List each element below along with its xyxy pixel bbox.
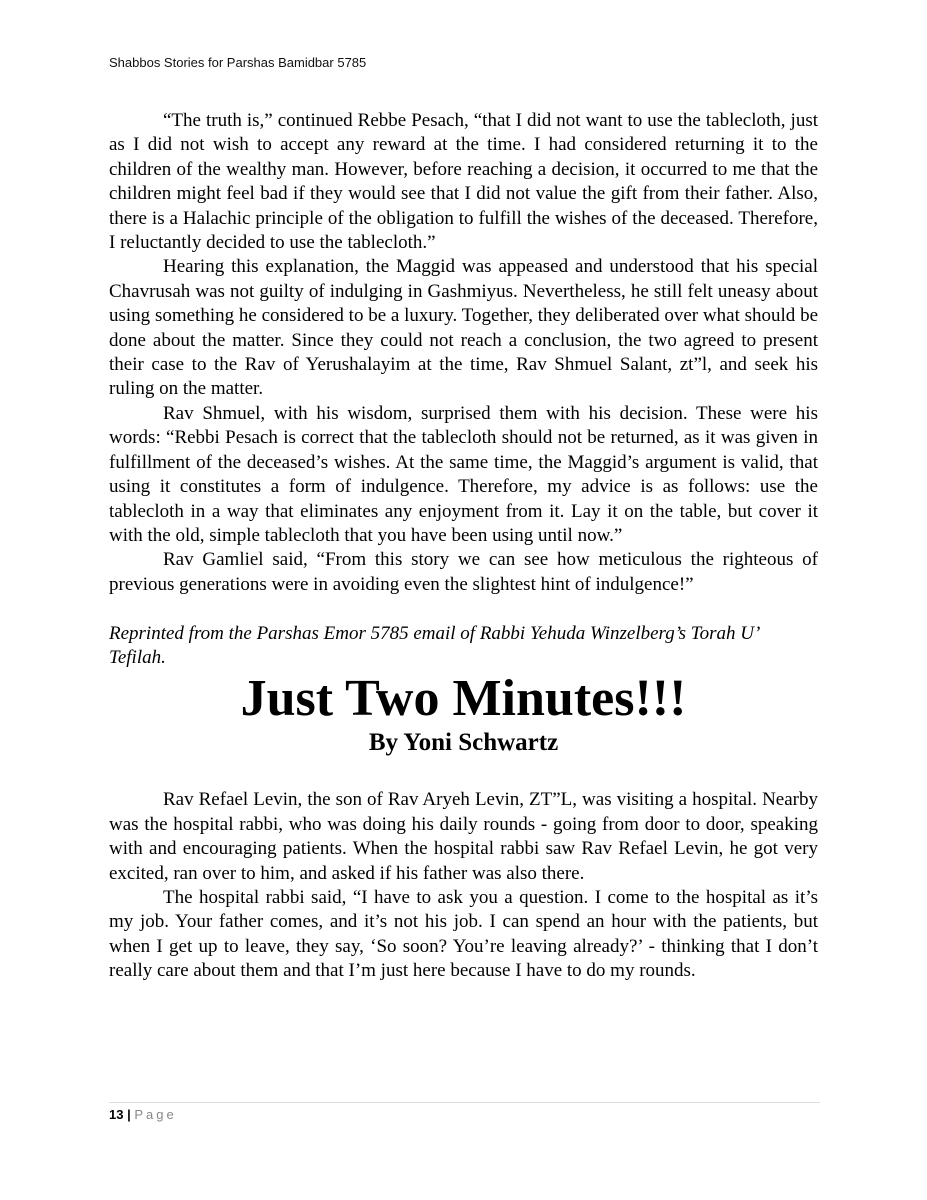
paragraph: Rav Shmuel, with his wisdom, surprised them with his decision. These were his words: “Rebbi Pesach is correct that the tablecloth should not be returned, as it was given in fulfillment of the deceased’s wishes. At the same time, the Maggid’s argument is valid, that using it constitutes a form of indulgence. Therefore, my advice is as follows: use the tablecloth in a way that eliminates any enjoyment from it. Lay it on the table, but cover it with the old, simple tablecloth that you have been using until now.” [109, 402, 818, 546]
paragraph: The hospital rabbi said, “I have to ask you a question. I come to the hospital as it’s my job. Your father comes, and it’s not his job. I can spend an hour with the patients, but when I get up to leave, they say, ‘So soon? You’re leaving already?’ - thinking that I don’t really care about them and that I’m just here because I have to do my rounds. [109, 886, 818, 982]
page-label: Page [134, 1107, 177, 1122]
story-byline: By Yoni Schwartz [368, 729, 559, 757]
reprint-credit: Reprinted from the Parshas Emor 5785 email of Rabbi Yehuda Winzelberg’s Torah U’ Tefilah. [109, 622, 759, 668]
paragraph: Hearing this explanation, the Maggid was appeased and understood that his special Chavrusah was not guilty of indulging in Gashmiyus. Nevertheless, he still felt uneasy about using something he considered to be a luxury. Together, they deliberated over what should be done about the matter. Since they could not reach a conclusion, the two agreed to present their case to the Rav of Yerushalayim at the time, Rav Shmuel Salant, zt”l, and seek his ruling on the matter. [109, 256, 818, 400]
page-footer [109, 1102, 820, 1122]
paragraph: Rav Refael Levin, the son of Rav Aryeh Levin, ZT”L, was visiting a hospital. Nearby was the hospital rabbi, who was doing his daily rounds - going from door to door, speaking with and encouraging patients. When the hospital rabbi saw Rav Refael Levin, he got very excited, ran over to him, and asked if his father was also there. [109, 789, 818, 884]
story-title: Just Two Minutes!!! [240, 670, 687, 728]
paragraph: Rav Gamliel said, “From this story we can see how meticulous the righteous of previous generations were in avoiding even the slightest hint of indulgence!” [109, 549, 818, 595]
running-header: Shabbos Stories for Parshas Bamidbar 5785 [109, 55, 367, 70]
page-body [109, 109, 818, 984]
footer-separator: | [127, 1107, 131, 1122]
paragraph: “The truth is,” continued Rebbe Pesach, “that I did not want to use the tablecloth, just as I did not wish to accept any reward at the time. I had considered returning it to the children of the wealthy man. However, before reaching a decision, it occurred to me that the children might feel bad if they would see that I did not value the gift from their father. Also, there is a Halachic principle of the obligation to fulfill the wishes of the deceased. Therefore, I reluctantly decided to use the tablecloth.” [109, 110, 818, 254]
page-number: 13 [109, 1107, 124, 1122]
